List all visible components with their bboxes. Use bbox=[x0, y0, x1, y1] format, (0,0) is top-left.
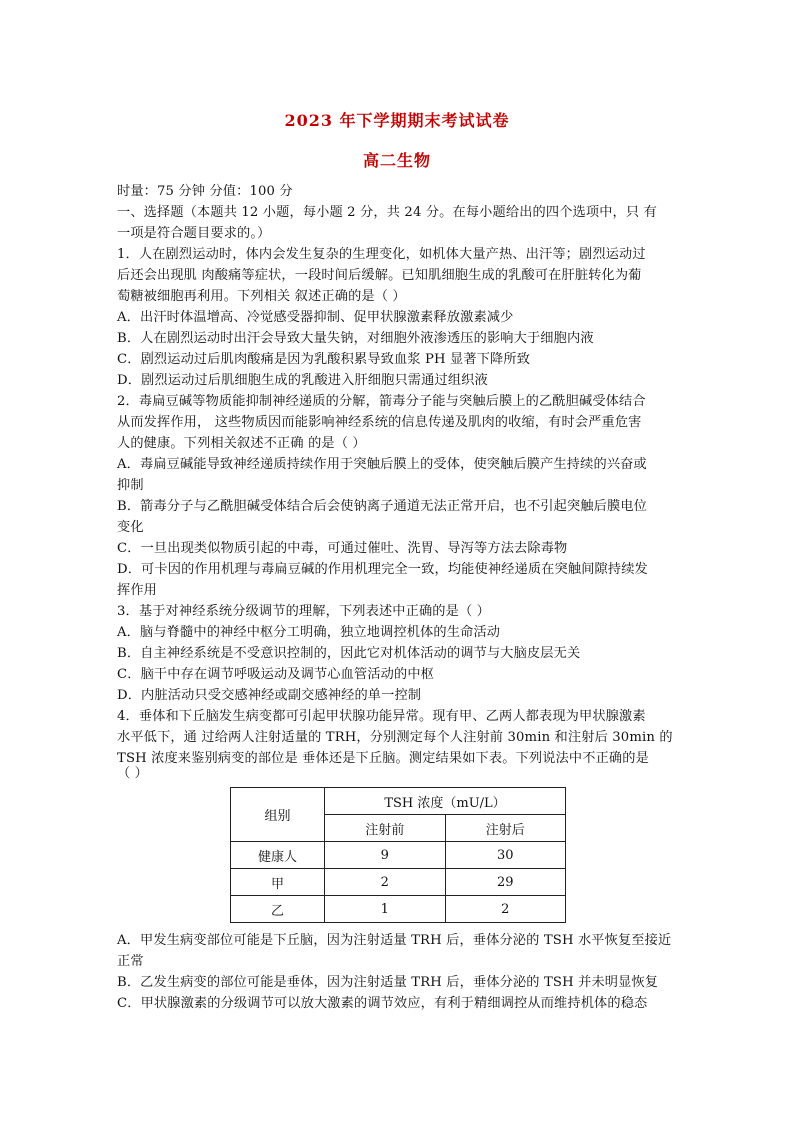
question-1-option-a: A．出汗时体温增高、冷觉感受器抑制、促甲状腺激素释放激素减少 bbox=[117, 310, 514, 325]
table-cell-group: 甲 bbox=[231, 869, 325, 896]
table-cell-after: 30 bbox=[445, 842, 566, 869]
question-3-option-b: B．自主神经系统是不受意识控制的，因此它对机体活动的调节与大脑皮层无关 bbox=[117, 646, 581, 661]
question-2-option-a: A．毒扁豆碱能导致神经递质持续作用于突触后膜上的受体，使突触后膜产生持续的兴奋或 bbox=[117, 457, 647, 472]
question-2-stem: 人的健康。下列相关叙述不正确 的是（ ） bbox=[117, 436, 366, 451]
question-4-stem: （ ） bbox=[117, 766, 149, 781]
section-heading: 一、选择题（本题共 12 小题，每小题 2 分，共 24 分。在每小题给出的四个选项中，只 有 bbox=[117, 205, 657, 220]
table-header-group: 组别 bbox=[231, 788, 325, 842]
question-4-stem: TSH 浓度来鉴别病变的部位是 垂体还是下丘脑。测定结果如下表。下列说法中不正确的是 bbox=[117, 751, 649, 766]
table-row bbox=[231, 896, 566, 923]
table-cell-after: 2 bbox=[445, 896, 566, 923]
table-row bbox=[231, 842, 566, 869]
table-cell-before: 9 bbox=[325, 842, 446, 869]
question-2-option-b: 变化 bbox=[117, 520, 144, 535]
question-3-stem: 3．基于对神经系统分级调节的理解，下列表述中正确的是（ ） bbox=[117, 604, 490, 619]
table-header-tsh: TSH 浓度（mU/L） bbox=[325, 788, 566, 815]
question-1-option-b: B．人在剧烈运动时出汗会导致大量失钠，对细胞外液渗透压的影响大于细胞内液 bbox=[117, 331, 594, 346]
question-3-option-a: A．脑与脊髓中的神经中枢分工明确，独立地调控机体的生命活动 bbox=[117, 625, 501, 640]
question-1-option-d: D．剧烈运动过后肌细胞生成的乳酸进入肝细胞只需通过组织液 bbox=[117, 373, 488, 388]
table-cell-after: 29 bbox=[445, 869, 566, 896]
question-4-stem: 水平低下，通 过给两人注射适量的 TRH，分别测定每个人注射前 30min 和注射后 30min 的 bbox=[117, 730, 673, 745]
question-1-stem: 后还会出现肌 肉酸痛等症状，一段时间后缓解。已知肌细胞生成的乳酸可在肝脏转化为葡 bbox=[117, 268, 642, 283]
tsh-table bbox=[230, 787, 566, 923]
question-4-stem: 4．垂体和下丘脑发生病变都可引起甲状腺功能异常。现有甲、乙两人都表现为甲状腺激素 bbox=[117, 709, 646, 724]
question-3-option-c: C．脑干中存在调节呼吸运动及调节心血管活动的中枢 bbox=[117, 667, 435, 682]
question-2-option-c: C．一旦出现类似物质引起的中毒，可通过催吐、洗胃、导泻等方法去除毒物 bbox=[117, 541, 568, 556]
question-2-option-a: 抑制 bbox=[117, 478, 144, 493]
question-4-option-a: A．甲发生病变部位可能是下丘脑，因为注射适量 TRH 后，垂体分泌的 TSH 水平恢复至接近 bbox=[117, 933, 672, 948]
question-1-option-c: C．剧烈运动过后肌肉酸痛是因为乳酸积累导致血浆 PH 显著下降所致 bbox=[117, 352, 531, 367]
question-2-option-d: D．可卡因的作用机理与毒扁豆碱的作用机理完全一致，均能使神经递质在突触间隙持续发 bbox=[117, 562, 648, 577]
question-3-option-d: D．内脏活动只受交感神经或副交感神经的单一控制 bbox=[117, 688, 422, 703]
question-2-stem: 2．毒扁豆碱等物质能抑制神经递质的分解，箭毒分子能与突触后膜上的乙酰胆碱受体结合 bbox=[117, 394, 646, 409]
question-1-stem: 1．人在剧烈运动时，体内会发生复杂的生理变化，如机体大量产热、出汗等；剧烈运动过 bbox=[117, 247, 646, 262]
question-4-option-c: C．甲状腺激素的分级调节可以放大激素的调节效应，有利于精细调控从而维持机体的稳态 bbox=[117, 996, 648, 1011]
table-row bbox=[231, 869, 566, 896]
question-2-option-b: B．箭毒分子与乙酰胆碱受体结合后会使钠离子通道无法正常开启，也不引起突触后膜电位 bbox=[117, 499, 647, 514]
table-cell-before: 2 bbox=[325, 869, 446, 896]
question-2-stem: 从而发挥作用， 这些物质因而能影响神经系统的信息传递及肌肉的收缩，有时会严重危害 bbox=[117, 415, 642, 430]
question-4-option-b: B．乙发生病变的部位可能是垂体，因为注射适量 TRH 后，垂体分泌的 TSH 并未明显恢复 bbox=[117, 975, 659, 990]
table-header-after: 注射后 bbox=[445, 815, 566, 842]
table-cell-group: 乙 bbox=[231, 896, 325, 923]
exam-title: 2023 年下学期期末考试试卷 bbox=[284, 111, 510, 130]
subject-title: 高二生物 bbox=[362, 151, 431, 170]
question-2-option-d: 挥作用 bbox=[117, 583, 158, 598]
table-cell-before: 1 bbox=[325, 896, 446, 923]
table-header-before: 注射前 bbox=[325, 815, 446, 842]
table-cell-group: 健康人 bbox=[231, 842, 325, 869]
exam-meta: 时量：75 分钟 分值：100 分 bbox=[117, 184, 293, 199]
question-1-stem: 萄糖被细胞再利用。下列相关 叙述正确的是（ ） bbox=[117, 289, 406, 304]
section-heading: 一项是符合题目要求的。） bbox=[117, 226, 271, 241]
question-4-option-a: 正常 bbox=[117, 954, 144, 969]
